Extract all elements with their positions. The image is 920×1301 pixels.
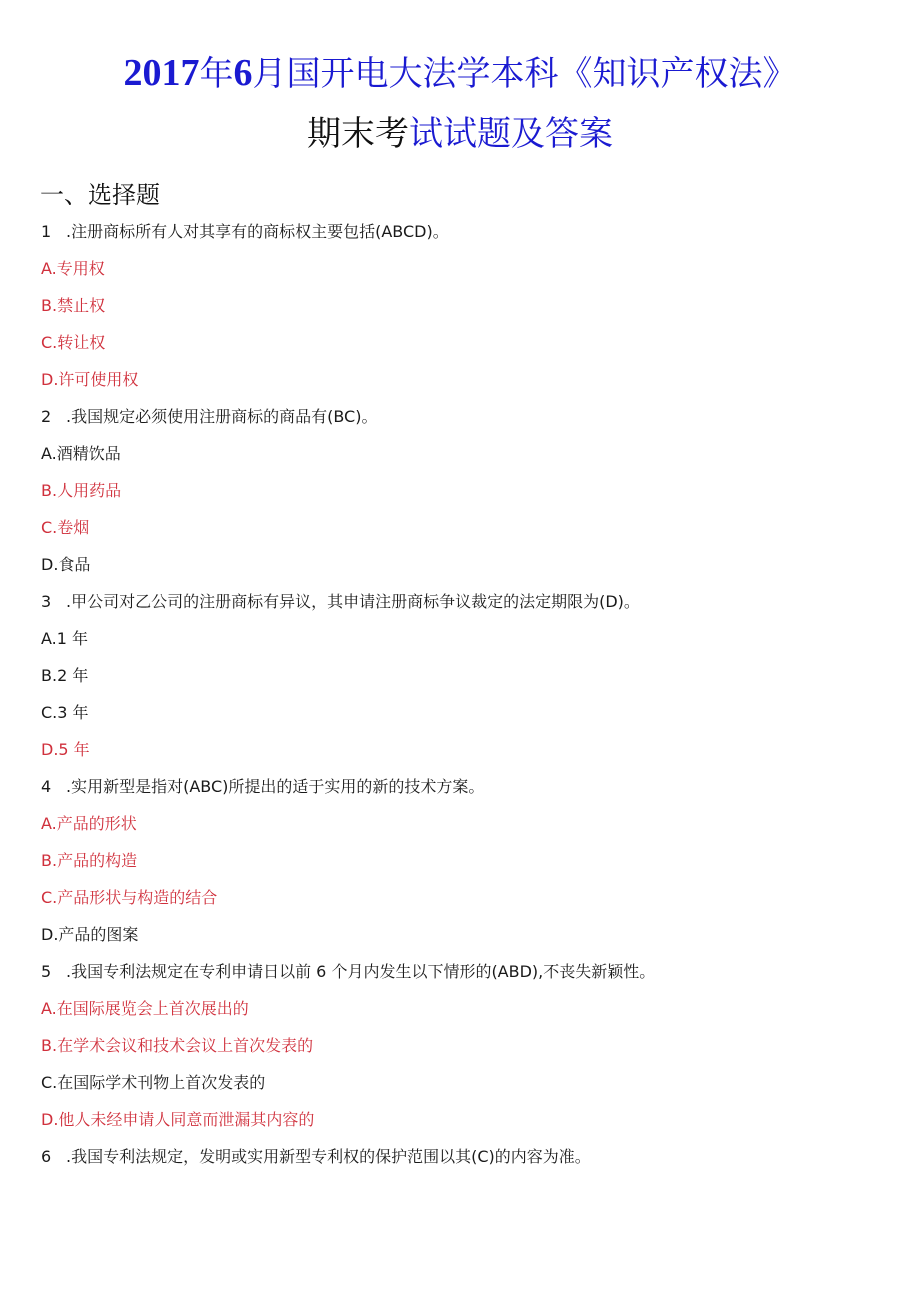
- title-course: 月国开电大法学本科《知识产权法》: [252, 54, 797, 94]
- question-6: [41, 1143, 901, 1180]
- question-5: [41, 958, 901, 995]
- answer-option: C.转让权: [41, 333, 106, 352]
- question-list: [41, 218, 901, 1180]
- answer-option: A.专用权: [41, 259, 105, 278]
- title-year-char: 年: [199, 54, 234, 94]
- answer-option: D.食品: [41, 555, 91, 574]
- question-text: .注册商标所有人对其享有的商标权主要包括(ABCD)。: [66, 222, 449, 241]
- answer-option: A.酒精饮品: [41, 444, 121, 463]
- question-number: 6: [41, 1147, 52, 1166]
- title-month: 6: [233, 52, 253, 94]
- answer-option: B.2 年: [41, 666, 89, 685]
- answer-option: B.产品的构造: [41, 851, 138, 870]
- title-year: 2017: [123, 52, 200, 94]
- question-3: [41, 588, 901, 625]
- answer-option: D.他人未经申请人同意而泄漏其内容的: [41, 1110, 315, 1129]
- question-number: 2: [41, 407, 52, 426]
- answer-option: C.在国际学术刊物上首次发表的: [41, 1073, 266, 1092]
- question-text: .我国专利法规定，发明或实用新型专利权的保护范围以其(C)的内容为准。: [66, 1147, 591, 1166]
- answer-option: B.人用药品: [41, 481, 122, 500]
- answer-option: C.卷烟: [41, 518, 90, 537]
- answer-option: C.产品形状与构造的结合: [41, 888, 218, 907]
- question-number: 3: [41, 592, 52, 611]
- section-heading: 一、选择题: [40, 181, 160, 209]
- question-2: [41, 403, 901, 440]
- answer-option: D.5 年: [41, 740, 90, 759]
- answer-option: D.许可使用权: [41, 370, 139, 389]
- question-text: .实用新型是指对(ABC)所提出的适于实用的新的技术方案。: [66, 777, 485, 796]
- title-exam: 期末考: [307, 114, 409, 154]
- question-number: 1: [41, 222, 52, 241]
- answer-option: D.产品的图案: [41, 925, 139, 944]
- answer-option: B.禁止权: [41, 296, 106, 315]
- document-title-line-2: [0, 114, 920, 154]
- question-text: .甲公司对乙公司的注册商标有异议，其申请注册商标争议裁定的法定期限为(D)。: [66, 592, 640, 611]
- answer-option: B.在学术会议和技术会议上首次发表的: [41, 1036, 314, 1055]
- answer-option: A.产品的形状: [41, 814, 137, 833]
- question-1: [41, 218, 901, 255]
- question-4: [41, 773, 901, 810]
- question-number: 5: [41, 962, 52, 981]
- question-text: .我国规定必须使用注册商标的商品有(BC)。: [66, 407, 378, 426]
- document-title-line-1: [0, 54, 920, 92]
- answer-option: C.3 年: [41, 703, 89, 722]
- answer-option: A.1 年: [41, 629, 89, 648]
- answer-option: A.在国际展览会上首次展出的: [41, 999, 249, 1018]
- question-text: .我国专利法规定在专利申请日以前 6 个月内发生以下情形的(ABD),不丧失新颖性。: [66, 962, 656, 981]
- question-number: 4: [41, 777, 52, 796]
- title-answers: 试试题及答案: [409, 114, 613, 154]
